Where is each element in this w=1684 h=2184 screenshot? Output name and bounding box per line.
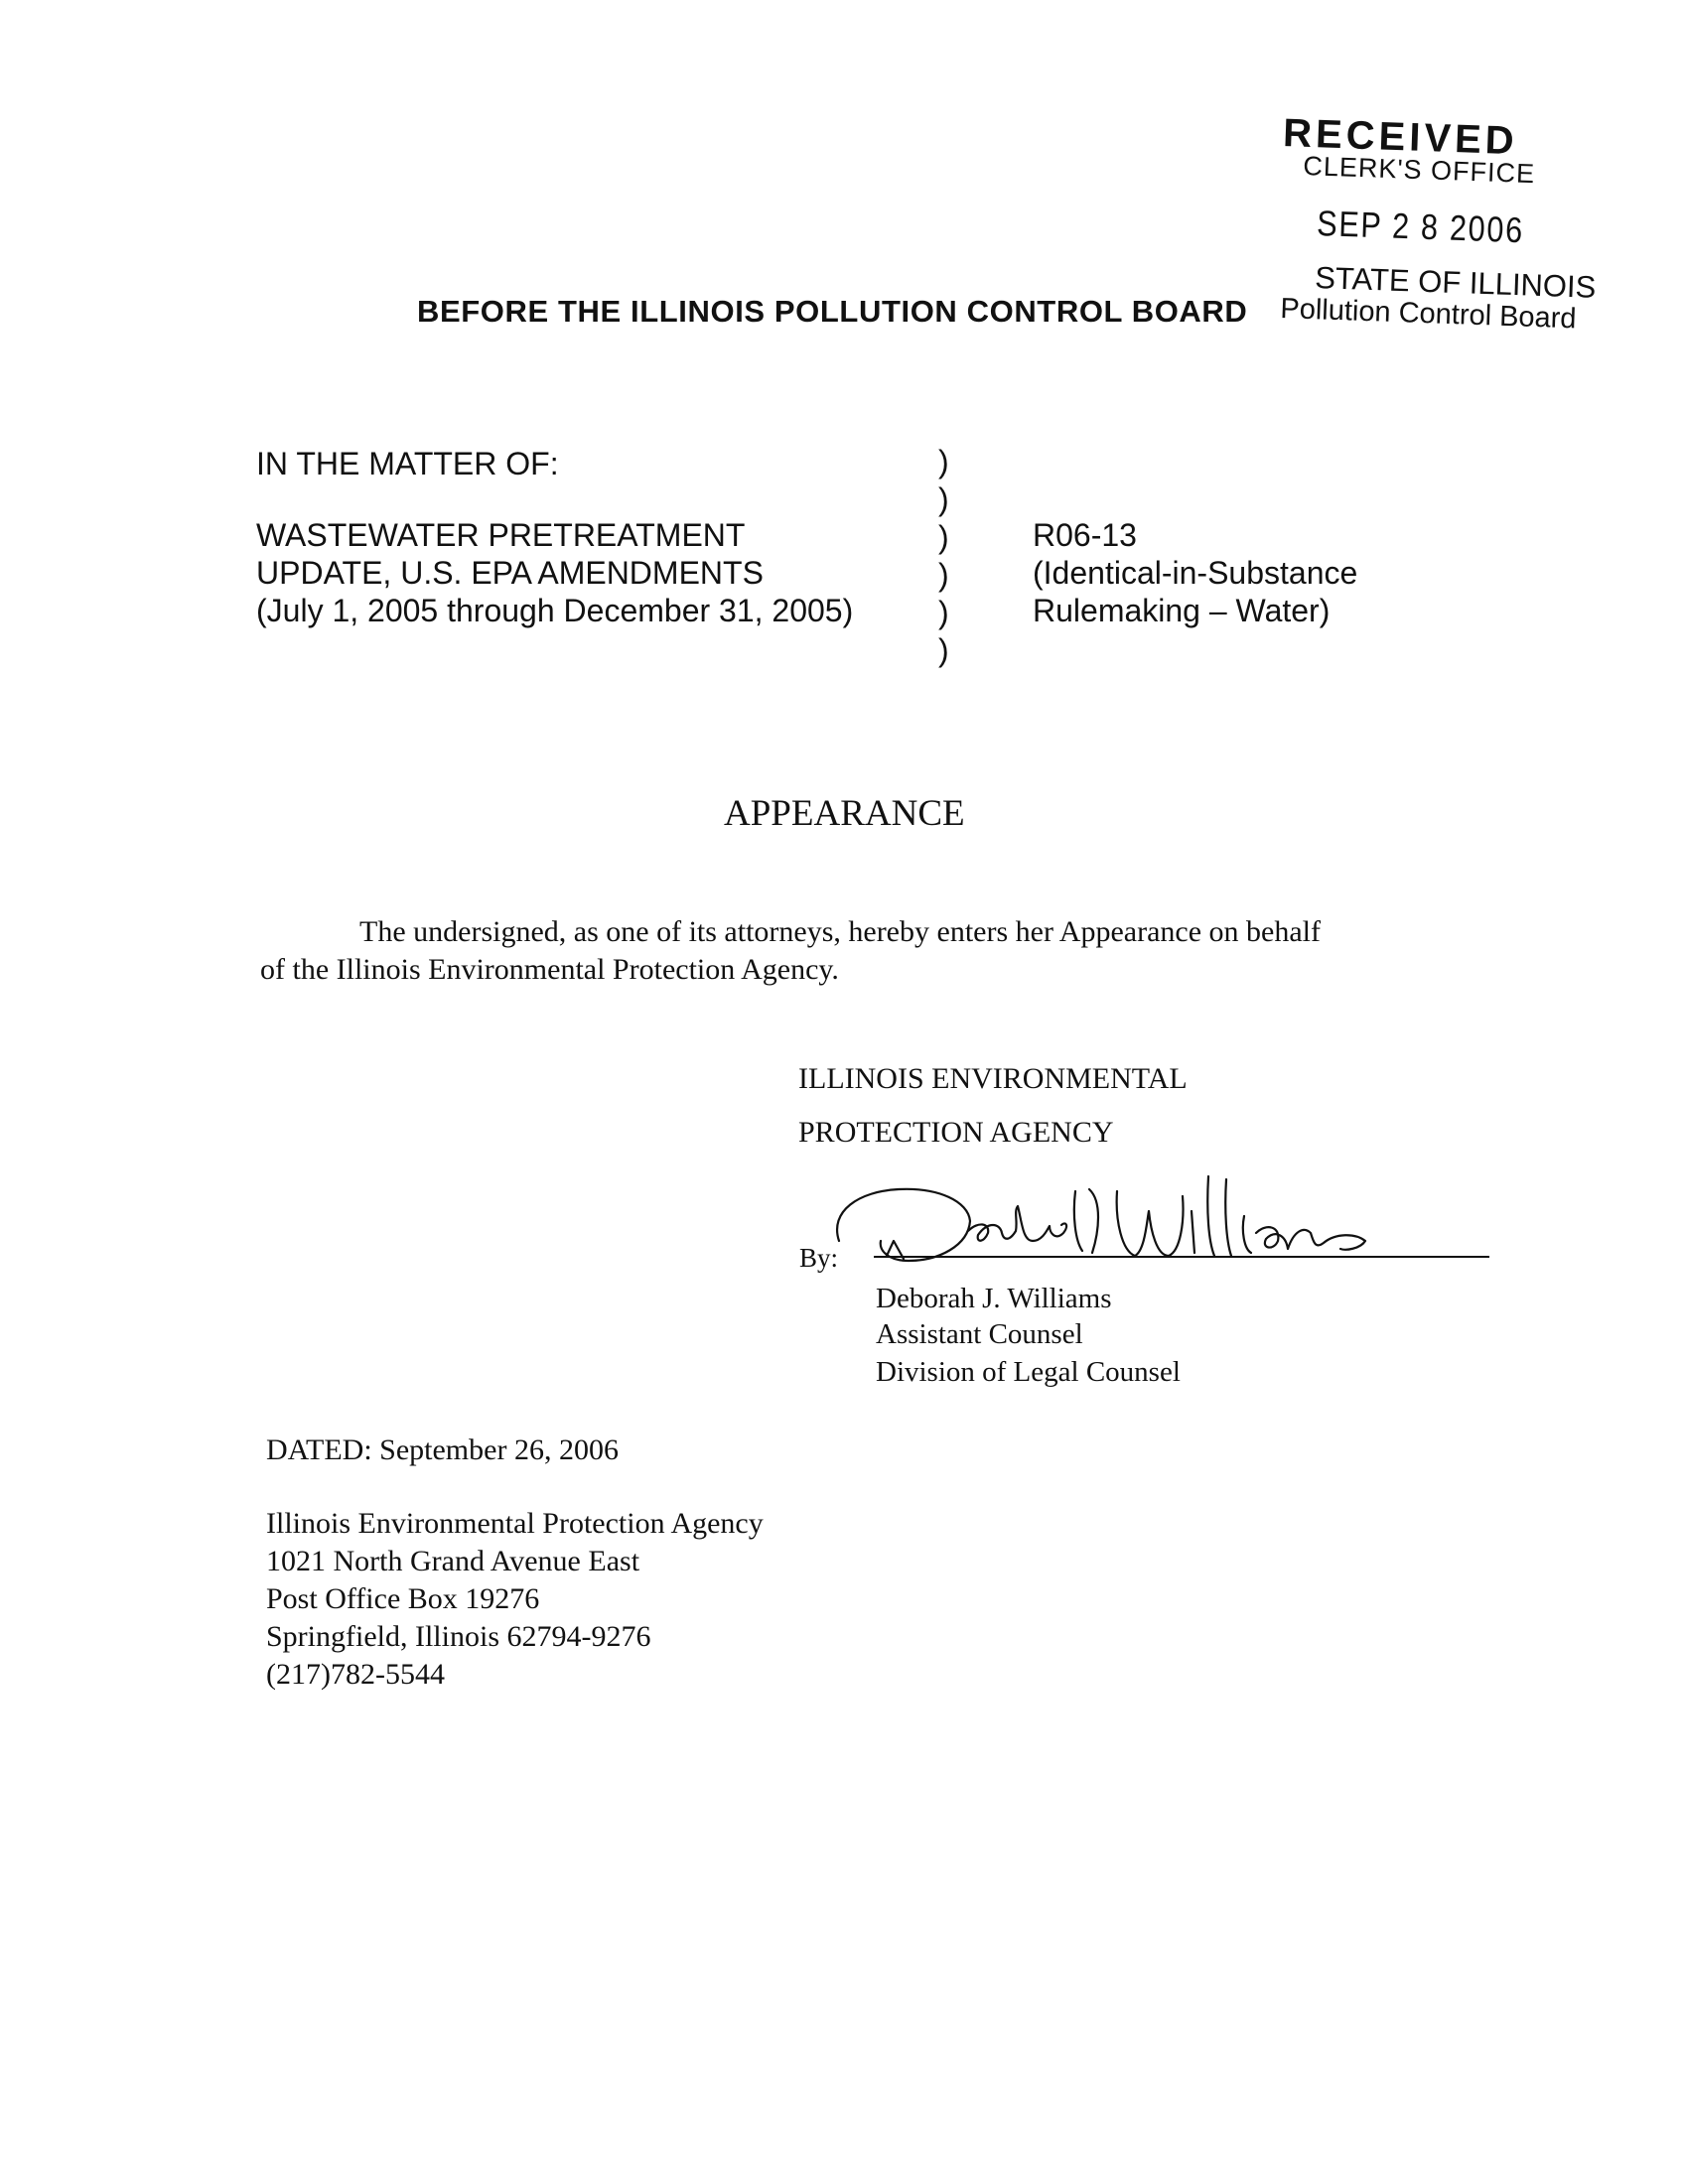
board-title: BEFORE THE ILLINOIS POLLUTION CONTROL BOARD	[417, 294, 1248, 329]
agency-name-line-1: ILLINOIS ENVIRONMENTAL	[798, 1062, 1188, 1095]
stamp-clerks-office: CLERK'S OFFICE	[1302, 151, 1536, 190]
caption-paren: )	[938, 595, 949, 630]
stamp-date: SEP 2 8 2006	[1316, 203, 1525, 251]
signature-stroke-j	[1074, 1191, 1082, 1251]
caption-paren: )	[938, 481, 949, 517]
address-line: (217)782-5544	[266, 1658, 445, 1691]
signer-name: Deborah J. Williams	[876, 1283, 1112, 1314]
rulemaking-type-line-1: (Identical-in-Substance	[1033, 555, 1358, 591]
signature-stroke-w2	[1117, 1191, 1184, 1256]
signature-stroke-eborah	[968, 1206, 1066, 1241]
address-line: Post Office Box 19276	[266, 1582, 540, 1615]
dated-line: DATED: September 26, 2006	[266, 1433, 619, 1466]
caption-title-line-3: (July 1, 2005 through December 31, 2005)	[256, 593, 854, 628]
signature-stroke-bracket	[1089, 1189, 1098, 1253]
signature-stroke-d	[837, 1189, 970, 1261]
caption-paren: )	[938, 632, 949, 668]
stamp-board: Pollution Control Board	[1279, 293, 1578, 336]
signer-title: Assistant Counsel	[876, 1318, 1083, 1350]
signer-division: Division of Legal Counsel	[876, 1356, 1181, 1388]
address-line: Illinois Environmental Protection Agency	[266, 1507, 764, 1540]
caption-paren: )	[938, 444, 949, 479]
matter-of-label: IN THE MATTER OF:	[256, 446, 559, 481]
caption-paren: )	[938, 557, 949, 593]
stamp-received: RECEIVED	[1282, 111, 1519, 164]
body-line-1: The undersigned, as one of its attorneys, hereby enters her Appearance on behalf	[359, 915, 1321, 948]
caption-paren: )	[938, 519, 949, 555]
caption-title-line-2: UPDATE, U.S. EPA AMENDMENTS	[256, 555, 764, 591]
by-label: By:	[799, 1243, 839, 1273]
signature-stroke-ams	[1256, 1227, 1365, 1250]
rulemaking-type-line-2: Rulemaking – Water)	[1033, 593, 1331, 628]
docket-number: R06-13	[1033, 517, 1137, 553]
caption-title-line-1: WASTEWATER PRETREATMENT	[256, 517, 746, 553]
signature-stroke-ill	[1192, 1176, 1251, 1256]
stamp-state: STATE OF ILLINOIS	[1314, 260, 1597, 305]
body-line-2: of the Illinois Environmental Protection Agency.	[260, 953, 839, 986]
address-line: Springfield, Illinois 62794-9276	[266, 1620, 651, 1653]
agency-name-line-2: PROTECTION AGENCY	[798, 1116, 1114, 1149]
handwritten-signature	[819, 1171, 1415, 1281]
document-title: APPEARANCE	[724, 793, 965, 834]
address-line: 1021 North Grand Avenue East	[266, 1545, 640, 1577]
